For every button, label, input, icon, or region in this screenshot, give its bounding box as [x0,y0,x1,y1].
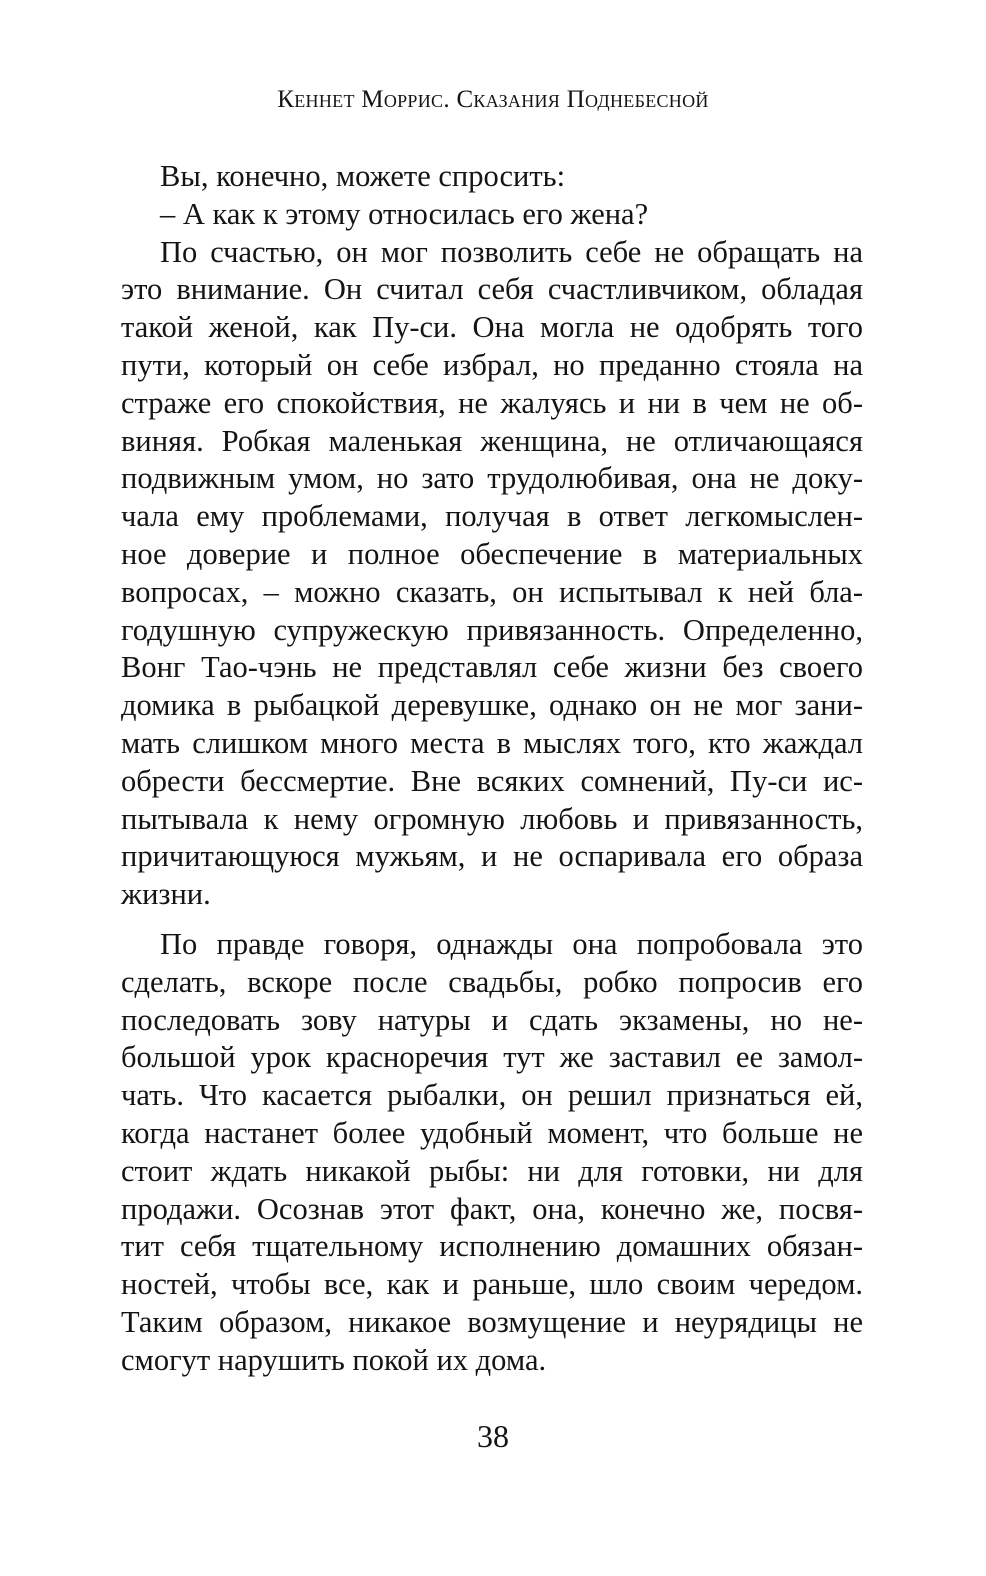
text-line: смогут нарушить покой их дома. [121,1342,547,1377]
text-line: большой урок красноречия тут же заставил ее замол- [121,1040,863,1075]
text-line: ностей, чтобы все, как и раньше, шло своим чередом. [121,1267,863,1302]
page-number: 38 [477,1418,509,1454]
running-head: Кеннет Моррис. Сказания Поднебесной [277,86,709,113]
text-line: чала ему проблемами, получая в ответ легкомыслен- [121,499,863,534]
text-line: последовать зову натуры и сдать экзамены, но не- [121,1002,863,1037]
paragraph-spacer [121,914,863,926]
text-line: жизни. [121,877,211,912]
text-line: стоит ждать никакой рыбы: ни для готовки, ни для [121,1153,863,1188]
text-line: причитающуюся мужьям, и не оспаривала его образа [121,839,863,874]
text-line: сделать, вскоре после свадьбы, робко попросив его [121,964,863,999]
text-line: домика в рыбацкой деревушке, однако он не мог зани- [121,688,863,723]
text-line: виняя. Робкая маленькая женщина, не отличающаяся [121,423,863,458]
text-line: пытывала к нему огромную любовь и привязанность, [121,801,863,836]
text-line: подвижным умом, но зато трудолюбивая, она не доку- [121,461,863,496]
paragraph [121,158,863,234]
text-line: продажи. Осознав этот факт, она, конечно же, посвя- [121,1191,863,1226]
text-line: Вонг Тао-чэнь не представлял себе жизни без своего [121,650,863,685]
text-line: – А как к этому относилась его жена? [160,196,649,231]
text-line: ное доверие и полное обеспечение в материальных [121,536,863,571]
text-line: обрести бессмертие. Вне всяких сомнений, Пу-си ис- [121,763,863,798]
text-line: страже его спокойствия, не жалуясь и ни в чем не об- [121,385,863,420]
paragraph [121,234,863,914]
text-line: мать слишком много места в мыслях того, кто жаждал [121,725,863,760]
text-line: такой женой, как Пу-си. Она могла не одобрять того [121,310,863,345]
paragraph [121,926,863,1380]
text-line: это внимание. Он считал себя счастливчиком, обладая [121,272,863,307]
body-text [121,158,863,1380]
text-line: По правде говоря, однажды она попробовала это [160,926,863,961]
text-line: пути, который он себе избрал, но преданно стояла на [121,347,863,382]
text-line: Таким образом, никакое возмущение и неурядицы не [121,1304,863,1339]
text-line: вопросах, – можно сказать, он испытывал к ней бла- [121,574,863,609]
text-line: годушную супружескую привязанность. Определенно, [121,612,863,647]
text-line: Вы, конечно, можете спросить: [160,159,566,193]
text-line: По счастью, он мог позволить себе не обращать на [160,234,863,269]
text-line: чать. Что касается рыбалки, он решил признаться ей, [121,1078,863,1113]
text-line: когда настанет более удобный момент, что больше не [121,1115,863,1150]
text-line: тит себя тщательному исполнению домашних обязан- [121,1229,863,1264]
